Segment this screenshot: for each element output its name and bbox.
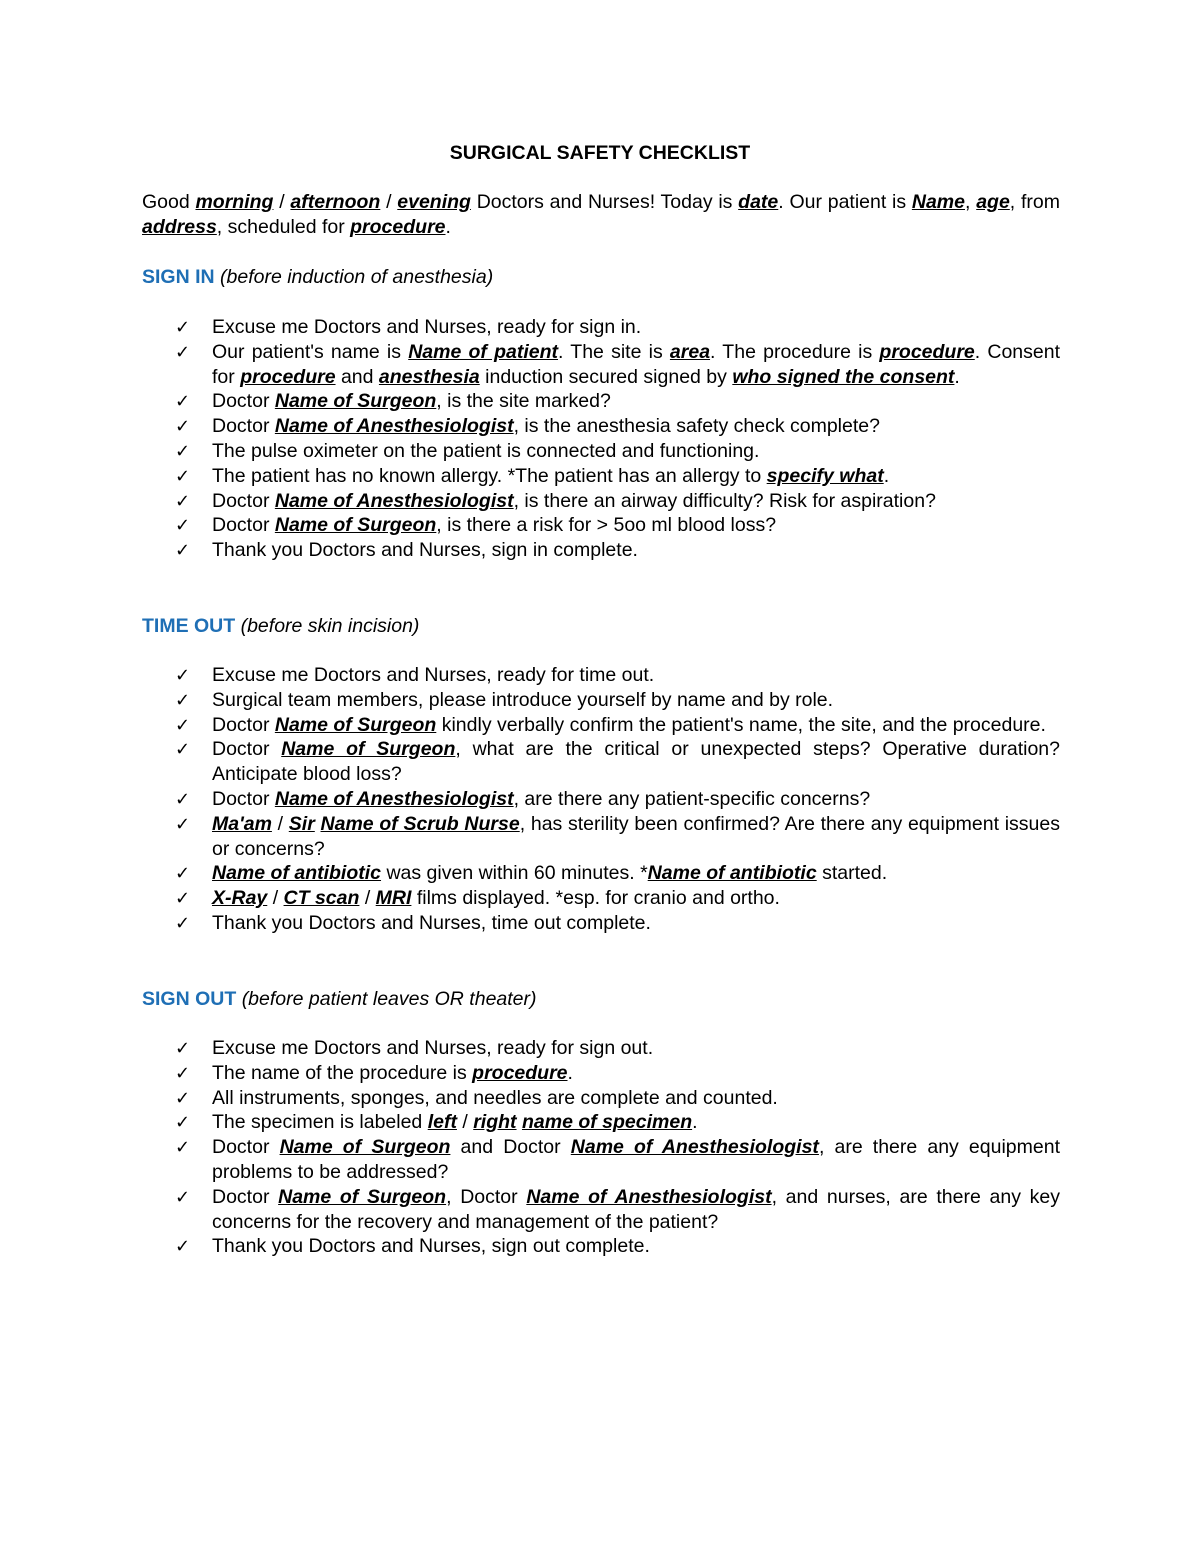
placeholder-field: procedure	[879, 340, 975, 363]
checkmark-icon: ✓	[175, 416, 191, 437]
checkmark-icon: ✓	[175, 440, 191, 461]
checklist-item: ✓ X-Ray / CT scan / MRI films displayed. *esp. for cranio and ortho.	[175, 887, 780, 910]
placeholder-field: evening	[397, 191, 471, 213]
placeholder-field: who signed the consent	[732, 365, 955, 388]
section-note: (before patient leaves OR theater)	[241, 988, 537, 1010]
placeholder-field: Name of Surgeon	[274, 713, 437, 736]
placeholder-field: morning	[195, 191, 274, 213]
checkmark-icon: ✓	[175, 863, 191, 884]
placeholder-field: age	[976, 191, 1010, 213]
checklist-item: ✓ Surgical team members, please introduce yourself by name and by role.	[175, 688, 834, 711]
placeholder-field: Name of Surgeon	[279, 1136, 451, 1159]
checklist-item: ✓ Thank you Doctors and Nurses, sign in complete.	[175, 539, 638, 562]
greeting-paragraph: Good morning / afternoon / evening Doctors and Nurses! Today is date. Our patient is Name, age, from address, scheduled for procedure.	[142, 191, 1060, 238]
placeholder-field: Name of Surgeon	[274, 514, 437, 537]
checkmark-icon: ✓	[175, 1137, 191, 1158]
checkmark-icon: ✓	[175, 788, 191, 809]
checklist-time-out	[142, 663, 1060, 936]
checkmark-icon: ✓	[175, 1038, 191, 1058]
checklist-item: ✓ Doctor Name of Anesthesiologist, is the anesthesia safety check complete?	[175, 415, 880, 438]
placeholder-field: Name of Anesthesiologist	[526, 1185, 772, 1208]
checkmark-icon: ✓	[175, 665, 191, 685]
placeholder-field: Name of Surgeon	[278, 1185, 447, 1208]
placeholder-field: procedure	[472, 1061, 568, 1084]
checklist-item: ✓ Thank you Doctors and Nurses, sign out complete.	[175, 1235, 650, 1258]
placeholder-field: date	[738, 191, 779, 213]
checklist-item: ✓ The specimen is labeled left / right name of specimen.	[175, 1111, 698, 1134]
checkmark-icon: ✓	[175, 540, 191, 561]
placeholder-field: Name of antibiotic	[212, 862, 382, 885]
checkmark-icon: ✓	[175, 714, 191, 735]
placeholder-field: name of specimen	[521, 1111, 693, 1134]
section-heading-time-out	[142, 614, 419, 639]
placeholder-field: area	[669, 340, 711, 363]
section-title: SIGN OUT	[142, 988, 237, 1010]
checklist-item: ✓ Excuse me Doctors and Nurses, ready for sign in.	[175, 316, 642, 338]
checklist-item: ✓ The patient has no known allergy. *The patient has an allergy to specify what.	[175, 464, 890, 487]
checkmark-icon: ✓	[175, 490, 191, 511]
checklist-item: ✓ Excuse me Doctors and Nurses, ready for sign out.	[175, 1037, 654, 1059]
placeholder-field: left	[427, 1111, 457, 1134]
placeholder-field: specify what	[766, 464, 884, 487]
checkmark-icon: ✓	[175, 1186, 191, 1207]
placeholder-field: Name of patient	[408, 340, 559, 363]
placeholder-field: afternoon	[290, 191, 381, 213]
placeholder-field: Name of Anesthesiologist	[274, 415, 514, 438]
section-title: TIME OUT	[142, 615, 236, 637]
placeholder-field: procedure	[240, 365, 336, 388]
checklist-sign-in	[142, 315, 1060, 563]
checklist-item: ✓ Doctor Name of Surgeon, is the site marked?	[175, 390, 611, 413]
placeholder-field: anesthesia	[378, 365, 480, 388]
document-title: SURGICAL SAFETY CHECKLIST	[449, 142, 751, 164]
checklist-item: ✓ Doctor Name of Surgeon, what are the critical or unexpected steps? Operative duration? Anticipate blood loss?	[175, 738, 1060, 786]
placeholder-field: Name of Surgeon	[274, 390, 437, 413]
checklist-item: ✓ Our patient's name is Name of patient. The site is area. The procedure is procedure. Consent for procedure and anesthesia induction secured signed by who signed the consent.	[175, 340, 1061, 388]
checklist-item: ✓ The pulse oximeter on the patient is connected and functioning.	[175, 439, 760, 462]
placeholder-field: procedure	[350, 215, 446, 238]
checklist-sign-out	[142, 1036, 1060, 1259]
section-heading-sign-out	[142, 987, 537, 1012]
checklist-item: ✓ Ma'am / Sir Name of Scrub Nurse, has sterility been confirmed? Are there any equipment issues or concerns?	[175, 812, 1061, 860]
checklist-item: ✓ Doctor Name of Surgeon, Doctor Name of Anesthesiologist, and nurses, are there any key concerns for the recovery and management of the patient?	[175, 1185, 1060, 1233]
checkmark-icon: ✓	[175, 912, 191, 933]
checkmark-icon: ✓	[175, 813, 191, 834]
placeholder-field: Name of Scrub Nurse	[320, 812, 520, 835]
placeholder-field: CT scan	[283, 887, 360, 910]
checkmark-icon: ✓	[175, 1062, 191, 1083]
placeholder-field: Name of Anesthesiologist	[570, 1136, 819, 1159]
placeholder-field: Name of antibiotic	[647, 862, 817, 885]
section-note: (before skin incision)	[240, 615, 420, 637]
placeholder-field: Sir	[288, 812, 315, 835]
section-note: (before induction of anesthesia)	[220, 266, 494, 288]
placeholder-field: address	[142, 215, 217, 238]
checkmark-icon: ✓	[175, 515, 191, 536]
placeholder-field: right	[473, 1111, 517, 1134]
checklist-item: ✓ Doctor Name of Anesthesiologist, is there an airway difficulty? Risk for aspiration?	[175, 489, 936, 512]
checklist-item: ✓ Excuse me Doctors and Nurses, ready for time out.	[175, 664, 655, 686]
checklist-item: ✓ All instruments, sponges, and needles are complete and counted.	[175, 1086, 778, 1109]
checkmark-icon: ✓	[175, 317, 191, 337]
checkmark-icon: ✓	[175, 465, 191, 486]
placeholder-field: Ma'am	[212, 812, 272, 835]
checklist-item: ✓ Doctor Name of Surgeon, is there a risk for > 5oo ml blood loss?	[175, 514, 777, 537]
placeholder-field: X-Ray	[212, 887, 268, 910]
placeholder-field: Name of Anesthesiologist	[274, 787, 514, 810]
checklist-item: ✓ Name of antibiotic was given within 60 minutes. *Name of antibiotic started.	[175, 862, 888, 885]
checklist-item: ✓ Doctor Name of Anesthesiologist, are there any patient-specific concerns?	[175, 787, 871, 810]
checkmark-icon: ✓	[175, 1087, 191, 1108]
checkmark-icon: ✓	[175, 689, 191, 710]
checklist-item: ✓ Doctor Name of Surgeon and Doctor Name of Anesthesiologist, are there any equipment problems to be addressed?	[175, 1136, 1060, 1183]
checklist-item: ✓ Doctor Name of Surgeon kindly verbally confirm the patient's name, the site, and the procedure.	[175, 713, 1046, 736]
checkmark-icon: ✓	[175, 739, 191, 760]
placeholder-field: Name of Surgeon	[281, 738, 456, 761]
placeholder-field: Name of Anesthesiologist	[274, 489, 514, 512]
checklist-item: ✓ Thank you Doctors and Nurses, time out complete.	[175, 911, 651, 934]
section-heading-sign-in	[142, 265, 493, 290]
checkmark-icon: ✓	[175, 341, 191, 362]
checkmark-icon: ✓	[175, 1112, 191, 1133]
checkmark-icon: ✓	[175, 888, 191, 909]
placeholder-field: Name	[911, 191, 965, 213]
checkmark-icon: ✓	[175, 391, 191, 412]
checkmark-icon: ✓	[175, 1236, 191, 1257]
placeholder-field: MRI	[375, 887, 412, 910]
section-title: SIGN IN	[142, 266, 215, 288]
checklist-item: ✓ The name of the procedure is procedure.	[175, 1061, 573, 1084]
